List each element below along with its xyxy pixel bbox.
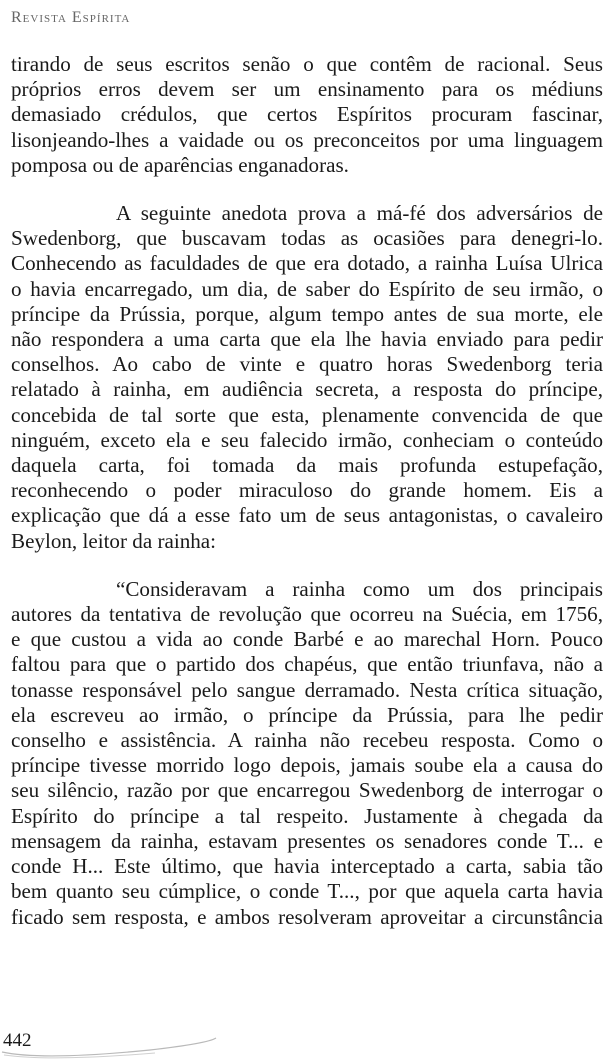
paragraph-2	[11, 201, 603, 554]
text-line: seu silêncio, razão por que encarregou Swedenborg de interrogar o	[11, 778, 603, 803]
text-line: Espírito do príncipe a tal respeito. Justamente à chegada da	[11, 803, 603, 828]
text-line: conselhos. Ao cabo de vinte e quatro horas Swedenborg teria	[11, 352, 603, 377]
text-line: “Consideravam a rainha como um dos principais	[116, 576, 603, 601]
text-line: daquela carta, foi tomada da mais profunda estupefação,	[11, 453, 603, 478]
text-line: reconhecendo o poder miraculoso do grande homem. Eis a	[11, 478, 603, 503]
text-line: faltou para que o partido dos chapéus, que então triunfava, não a	[11, 652, 603, 677]
running-title: Revista Espírita	[11, 9, 131, 26]
text-line: o havia encarregado, um dia, de saber do Espírito de seu irmão, o	[11, 276, 603, 301]
text-line: tonasse responsável pelo sangue derramado. Nesta crítica situação,	[11, 677, 603, 702]
paragraph-3	[11, 577, 603, 930]
text-line: e que custou a vida ao conde Barbé e ao marechal Horn. Pouco	[11, 627, 603, 652]
body-text	[11, 52, 603, 930]
text-line: conselho e assistência. A rainha não recebeu resposta. Como o	[11, 728, 603, 753]
text-line: bem quanto seu cúmplice, o conde T..., por que aquela carta havia	[11, 879, 603, 904]
text-line: tirando de seus escritos senão o que contêm de racional. Seus	[11, 52, 603, 76]
text-line: conde H... Este último, que havia interceptado a carta, sabia tão	[11, 854, 603, 879]
text-line: príncipe tivesse morrido logo depois, jamais soube ela a causa do	[11, 753, 603, 778]
text-line: Beylon, leitor da rainha:	[11, 528, 217, 553]
folio-ornament	[0, 1024, 220, 1060]
text-line: concebida de tal sorte que esta, plenamente convencida de que	[11, 402, 603, 427]
text-line: lisonjeando-lhes a vaidade ou os preconceitos por uma linguagem	[11, 127, 603, 152]
text-line: ninguém, exceto ela e seu falecido irmão, conheciam o conteúdo	[11, 427, 603, 452]
text-line: pomposa ou de aparências enganadoras.	[11, 152, 349, 177]
text-line: Conhecendo as faculdades de que era dotado, a rainha Luísa Ulrica	[11, 251, 603, 276]
text-line: próprios erros devem ser um ensinamento para os médiuns	[11, 77, 603, 102]
paragraph-1	[11, 52, 603, 178]
text-line: A seguinte anedota prova a má-fé dos adversários de	[116, 201, 603, 226]
text-line: mensagem da rainha, estavam presentes os senadores conde T... e	[11, 828, 603, 853]
text-line: Swedenborg, que buscavam todas as ocasiões para denegri-lo.	[11, 226, 603, 251]
page-number: 442	[3, 1030, 32, 1051]
text-line: ficado sem resposta, e ambos resolveram aproveitar a circunstância	[11, 904, 603, 929]
text-line: príncipe da Prússia, porque, algum tempo antes de sua morte, ele	[11, 301, 603, 326]
text-line: explicação que dá a esse fato um de seus antagonistas, o cavaleiro	[11, 503, 603, 528]
text-line: autores da tentativa de revolução que ocorreu na Suécia, em 1756,	[11, 602, 603, 627]
text-line: ela escreveu ao irmão, o príncipe da Prússia, para lhe pedir	[11, 702, 603, 727]
text-line: não respondera a uma carta que ela lhe havia enviado para pedir	[11, 327, 603, 352]
text-line: relatado à rainha, em audiência secreta, a resposta do príncipe,	[11, 377, 603, 402]
text-line: demasiado crédulos, que certos Espíritos procuram fascinar,	[11, 102, 603, 127]
